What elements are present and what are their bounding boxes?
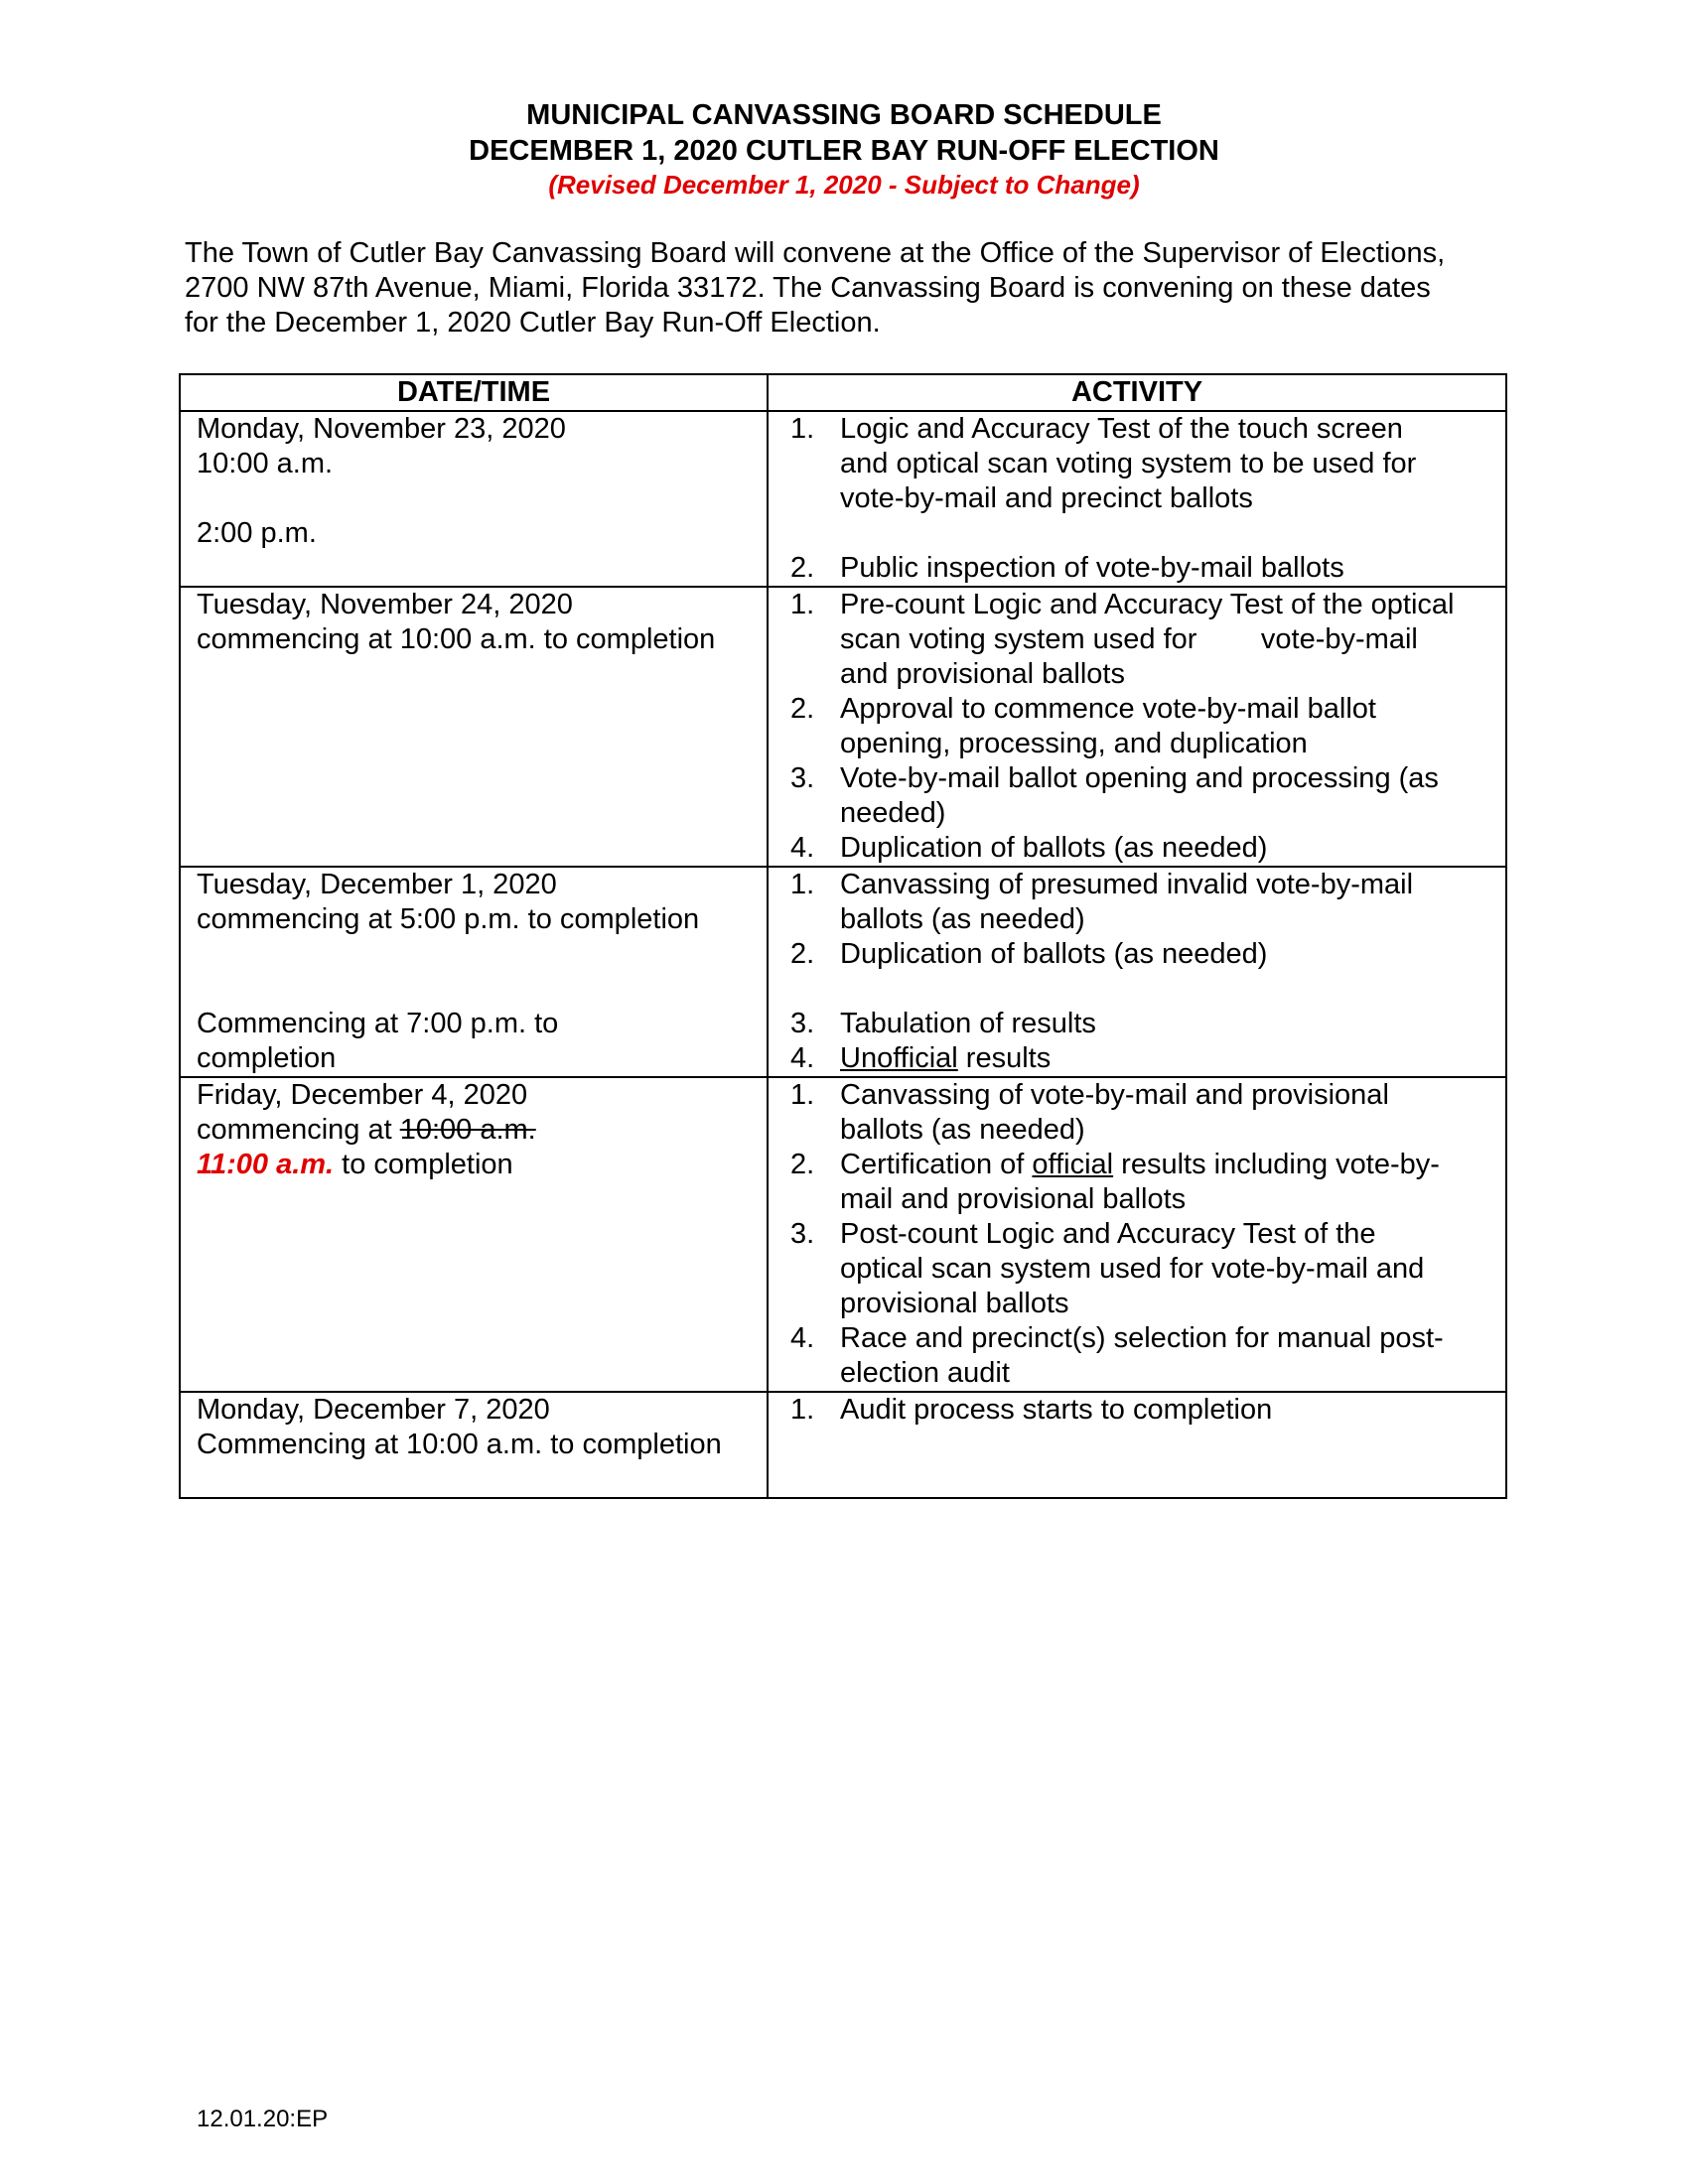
list-item: 2. Duplication of ballots (as needed) — [790, 938, 1268, 970]
intro-line: The Town of Cutler Bay Canvassing Board will convene at the Office of the Supervisor of Elections, — [185, 237, 1446, 269]
row-date: Monday, November 23, 2020 — [197, 413, 566, 445]
list-item: 3. Vote-by-mail ballot opening and processing (as needed) — [790, 762, 1439, 829]
activity-cell — [768, 587, 1506, 867]
underlined-term: Unofficial — [840, 1042, 958, 1074]
date-cell — [180, 1077, 768, 1392]
row-time: commencing at 5:00 p.m. to completion — [197, 903, 700, 935]
intro-line: 2700 NW 87th Avenue, Miami, Florida 33172. The Canvassing Board is convening on these dates — [185, 272, 1431, 304]
row-time: commencing at 10:00 a.m. to completion — [197, 623, 716, 655]
intro-paragraph — [185, 236, 1515, 341]
list-item: 1. Logic and Accuracy Test of the touch screen and optical scan voting system to be used for vote-by-mail and precinct ballots — [790, 413, 1417, 514]
title-block — [0, 97, 1688, 202]
list-item: 3. Tabulation of results — [790, 1008, 1096, 1039]
row-date: Tuesday, November 24, 2020 — [197, 589, 573, 620]
column-header-activity: ACTIVITY — [768, 374, 1506, 411]
intro-line: for the December 1, 2020 Cutler Bay Run-Off Election. — [185, 307, 881, 339]
activity-cell — [768, 867, 1506, 1077]
list-item: 4. Duplication of ballots (as needed) — [790, 832, 1268, 864]
date-cell — [180, 1392, 768, 1498]
table-row — [180, 1392, 1506, 1498]
list-item: 2. Certification of official results including vote-by- mail and provisional ballots — [790, 1149, 1440, 1215]
list-item: 1. Canvassing of presumed invalid vote-by-mail ballots (as needed) — [790, 869, 1414, 935]
date-cell — [180, 411, 768, 587]
footer-code: 12.01.20:EP — [197, 2106, 329, 2132]
date-cell — [180, 587, 768, 867]
document-title: MUNICIPAL CANVASSING BOARD SCHEDULE — [526, 99, 1162, 131]
underlined-term: official — [1032, 1149, 1114, 1180]
column-header-datetime: DATE/TIME — [180, 374, 768, 411]
list-item: 1. Canvassing of vote-by-mail and provisional ballots (as needed) — [790, 1079, 1389, 1146]
row-time: commencing at 10:00 a.m. — [197, 1114, 536, 1146]
activity-cell — [768, 1077, 1506, 1392]
document-subtitle: DECEMBER 1, 2020 CUTLER BAY RUN-OFF ELECTION — [469, 135, 1219, 167]
list-item: 3. Post-count Logic and Accuracy Test of the optical scan system used for vote-by-mail and provisional ballots — [790, 1218, 1425, 1319]
table-row — [180, 867, 1506, 1077]
activity-cell — [768, 1392, 1506, 1498]
list-item: 1. Audit process starts to completion — [790, 1394, 1273, 1426]
table-header-row — [180, 374, 1506, 411]
list-item: 4. Race and precinct(s) selection for manual post- election audit — [790, 1322, 1444, 1389]
row-time: Commencing at 10:00 a.m. to completion — [197, 1429, 722, 1460]
row-time: Commencing at 7:00 p.m. to — [197, 1008, 559, 1039]
table-row — [180, 411, 1506, 587]
list-item: 2. Public inspection of vote-by-mail ballots — [790, 552, 1344, 584]
revised-time: 11:00 a.m. — [197, 1149, 335, 1180]
table-row — [180, 1077, 1506, 1392]
struck-time: 10:00 a.m. — [399, 1114, 536, 1146]
activity-cell — [768, 411, 1506, 587]
revision-note: (Revised December 1, 2020 - Subject to Change) — [548, 170, 1140, 200]
row-time: completion — [197, 1042, 337, 1074]
row-date: Monday, December 7, 2020 — [197, 1394, 550, 1426]
table-row — [180, 587, 1506, 867]
list-item: 2. Approval to commence vote-by-mail ballot opening, processing, and duplication — [790, 693, 1376, 759]
schedule-table — [179, 373, 1507, 1499]
list-item: 1. Pre-count Logic and Accuracy Test of the optical scan voting system used for vote-by-mail and provisional ballots — [790, 589, 1455, 690]
row-date: Tuesday, December 1, 2020 — [197, 869, 557, 900]
row-time: 11:00 a.m. to completion — [197, 1149, 513, 1180]
list-item: 4. Unofficial results — [790, 1042, 1052, 1074]
row-time: 10:00 a.m. — [197, 448, 334, 479]
date-cell — [180, 867, 768, 1077]
row-date: Friday, December 4, 2020 — [197, 1079, 528, 1111]
row-time: 2:00 p.m. — [197, 517, 317, 549]
